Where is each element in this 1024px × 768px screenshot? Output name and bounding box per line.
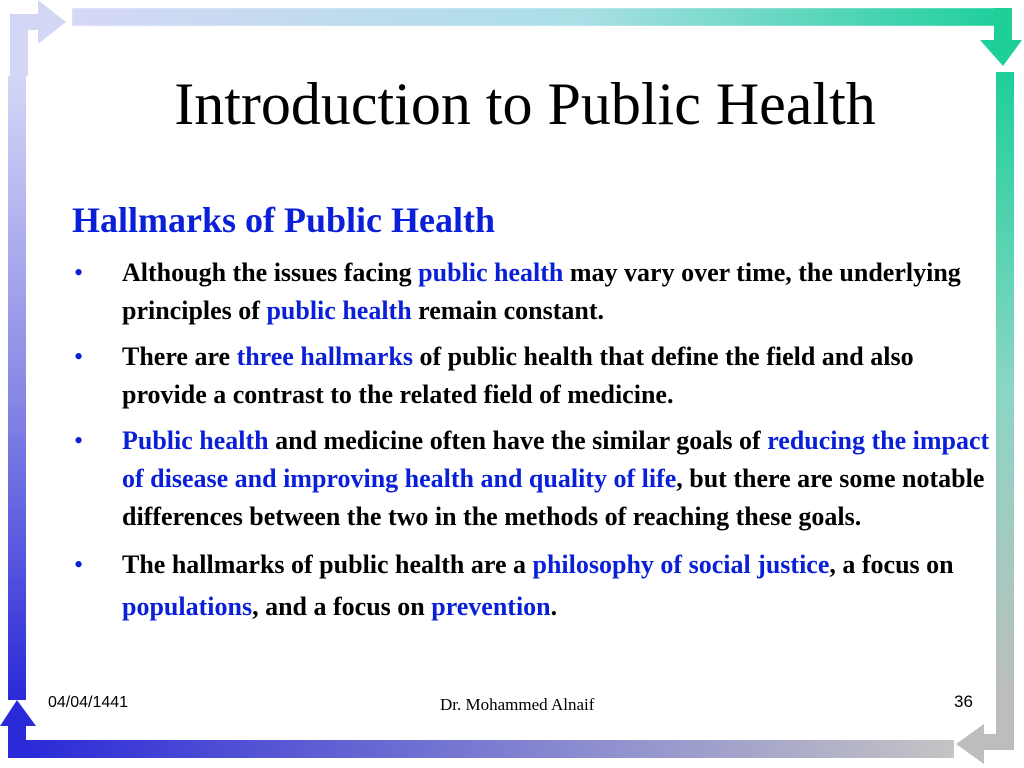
bullet-item <box>72 544 992 628</box>
bullet-text: , but there are some notable differences between the two in the methods of reaching these goals. <box>122 464 985 531</box>
bullet-text: . <box>550 592 558 621</box>
bullet-list <box>72 254 992 636</box>
highlight-term: three hallmarks <box>236 342 414 371</box>
footer-author: Dr. Mohammed Alnaif <box>440 695 595 714</box>
bullet-icon: • <box>74 342 84 371</box>
bullet-text: and medicine often have the similar goals of <box>268 426 768 455</box>
section-subtitle: Hallmarks of Public Health <box>72 200 495 240</box>
bullet-text: may vary over time, the underlying principles of <box>122 258 961 325</box>
bullet-text: , and a focus on <box>252 592 432 621</box>
slide-title: Introduction to Public Health <box>174 71 876 137</box>
frame-bottom-bar <box>24 740 954 758</box>
bullet-text: , a focus on <box>829 550 954 579</box>
page-number: 36 <box>954 692 973 711</box>
bullet-text: remain constant. <box>411 296 605 325</box>
frame-left-bar <box>8 76 26 700</box>
highlight-term: prevention <box>431 592 551 621</box>
bullet-icon: • <box>74 426 84 455</box>
highlight-term: public health <box>418 258 564 287</box>
highlight-term: public health <box>266 296 412 325</box>
highlight-term: philosophy of social justice <box>532 550 830 579</box>
footer-date: 04/04/1441 <box>48 694 129 711</box>
bullet-item <box>72 338 992 414</box>
frame-right-bar <box>996 72 1014 704</box>
bullet-text: of public health that define the field and also provide a contrast to the related field of medicine. <box>122 342 914 409</box>
bullet-text: Although the issues facing <box>122 258 419 287</box>
bullet-text: There are <box>122 342 237 371</box>
bullet-item <box>72 422 992 536</box>
bullet-text: The hallmarks of public health are a <box>122 550 533 579</box>
highlight-term: reducing the impact of disease and improving health and quality of life <box>122 426 990 493</box>
highlight-term: populations <box>122 592 253 621</box>
bullet-icon: • <box>74 258 84 287</box>
frame-arrow-top-left <box>10 0 66 76</box>
bullet-icon: • <box>74 550 84 579</box>
frame-top-bar <box>72 8 1002 26</box>
highlight-term: Public health <box>122 426 269 455</box>
bullet-item <box>72 254 992 330</box>
frame-arrow-bottom-right <box>956 704 1014 764</box>
